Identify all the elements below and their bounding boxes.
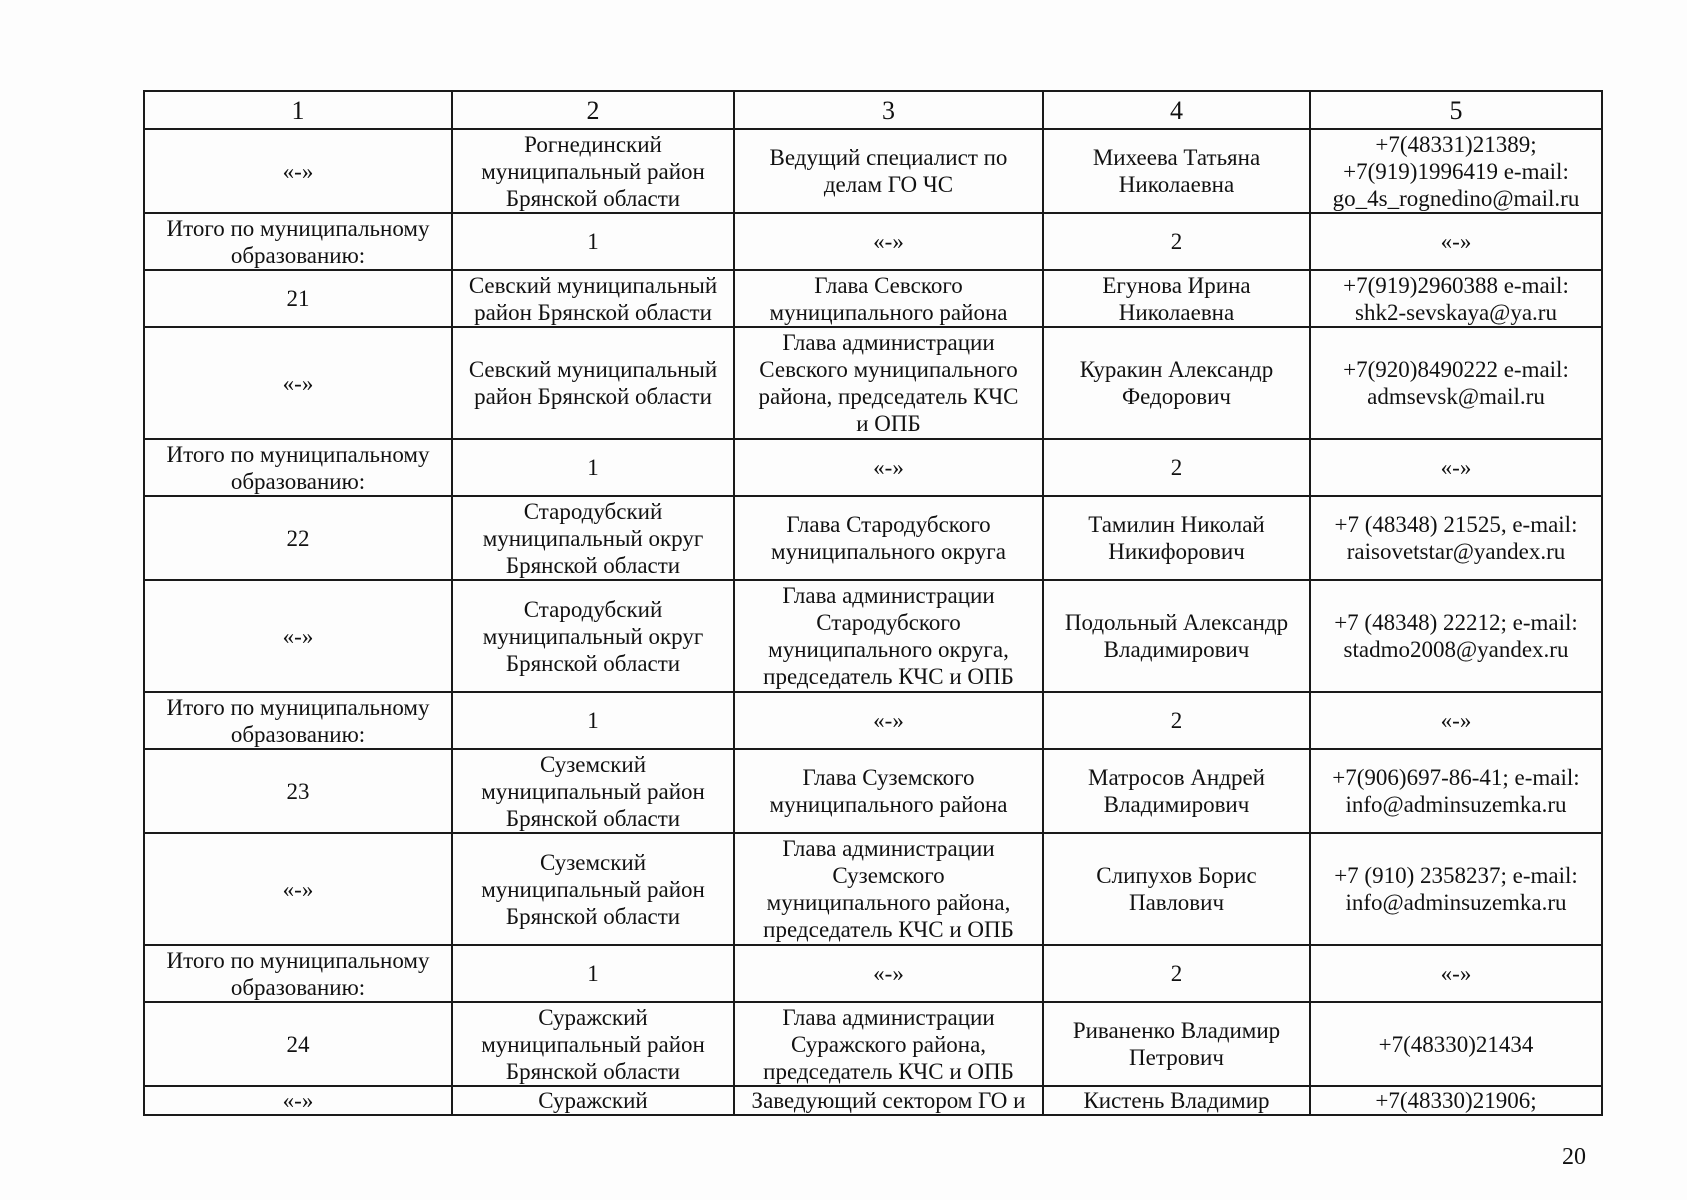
table-cell: «-» <box>144 580 452 692</box>
table-cell: Глава администрации Суражского района, председатель КЧС и ОПБ <box>734 1002 1043 1086</box>
table-cell: 2 <box>1043 945 1310 1002</box>
header-cell: 4 <box>1043 91 1310 129</box>
table-cell: Итого по муниципальному образованию: <box>144 692 452 749</box>
table-cell: Ведущий специалист по делам ГО ЧС <box>734 129 1043 213</box>
table-cell: Тамилин Николай Никифорович <box>1043 496 1310 580</box>
table-cell: «-» <box>734 945 1043 1002</box>
table-row <box>144 1002 1602 1086</box>
header-cell: 1 <box>144 91 452 129</box>
table-row <box>144 496 1602 580</box>
contacts-table <box>143 90 1603 1116</box>
table-cell: 2 <box>1043 692 1310 749</box>
table-cell: Глава администрации Суземского муниципального района, председатель КЧС и ОПБ <box>734 833 1043 945</box>
table-row <box>144 749 1602 833</box>
table-cell: Матросов Андрей Владимирович <box>1043 749 1310 833</box>
table-cell: Суземский муниципальный район Брянской области <box>452 749 734 833</box>
table-cell: 24 <box>144 1002 452 1086</box>
table-cell: Слипухов Борис Павлович <box>1043 833 1310 945</box>
table-row <box>144 1086 1602 1115</box>
page-number: 20 <box>1562 1144 1586 1170</box>
table-cell: «-» <box>144 129 452 213</box>
table-cell: +7(906)697-86-41; e-mail: info@adminsuzemka.ru <box>1310 749 1602 833</box>
table-cell: Глава Севского муниципального района <box>734 270 1043 327</box>
table-cell: +7 (48348) 21525, e-mail: raisovetstar@yandex.ru <box>1310 496 1602 580</box>
table-cell: 2 <box>1043 213 1310 270</box>
table-cell: Суземский муниципальный район Брянской области <box>452 833 734 945</box>
table-row <box>144 580 1602 692</box>
table-cell: 1 <box>452 439 734 496</box>
table-cell: Севский муниципальный район Брянской области <box>452 270 734 327</box>
table-row-subtotal <box>144 439 1602 496</box>
table-cell: Кистень Владимир <box>1043 1086 1310 1115</box>
table-cell: 21 <box>144 270 452 327</box>
table-cell: Стародубский муниципальный округ Брянской области <box>452 580 734 692</box>
table-header-row <box>144 91 1602 129</box>
table-cell: +7(919)2960388 e-mail: shk2-sevskaya@ya.ru <box>1310 270 1602 327</box>
header-cell: 2 <box>452 91 734 129</box>
table-cell: «-» <box>1310 213 1602 270</box>
table-cell: +7 (910) 2358237; e-mail: info@adminsuzemka.ru <box>1310 833 1602 945</box>
table-cell: Итого по муниципальному образованию: <box>144 439 452 496</box>
table-cell: Егунова Ирина Николаевна <box>1043 270 1310 327</box>
table-cell: «-» <box>734 213 1043 270</box>
table-cell: 2 <box>1043 439 1310 496</box>
table-cell: Рогнединский муниципальный район Брянской области <box>452 129 734 213</box>
table-cell: Глава Стародубского муниципального округа <box>734 496 1043 580</box>
table-cell: Заведующий сектором ГО и <box>734 1086 1043 1115</box>
table-row <box>144 270 1602 327</box>
table-cell: «-» <box>144 327 452 439</box>
table-cell: +7(48331)21389; +7(919)1996419 e-mail: go_4s_rognedino@mail.ru <box>1310 129 1602 213</box>
table-cell: Суражский муниципальный район Брянской области <box>452 1002 734 1086</box>
table-row-subtotal <box>144 692 1602 749</box>
table-cell: +7(48330)21906; <box>1310 1086 1602 1115</box>
table-cell: +7(920)8490222 e-mail: admsevsk@mail.ru <box>1310 327 1602 439</box>
table-cell: Итого по муниципальному образованию: <box>144 945 452 1002</box>
table-cell: Стародубский муниципальный округ Брянской области <box>452 496 734 580</box>
table-row <box>144 327 1602 439</box>
table-row <box>144 833 1602 945</box>
table-cell: Глава Суземского муниципального района <box>734 749 1043 833</box>
table-cell: «-» <box>144 1086 452 1115</box>
table-cell: Михеева Татьяна Николаевна <box>1043 129 1310 213</box>
table-cell: 1 <box>452 945 734 1002</box>
table-cell: 1 <box>452 213 734 270</box>
table-cell: «-» <box>1310 945 1602 1002</box>
table-cell: «-» <box>1310 692 1602 749</box>
table-cell: Глава администрации Севского муниципального района, председатель КЧС и ОПБ <box>734 327 1043 439</box>
table-cell: +7 (48348) 22212; e-mail: stadmo2008@yandex.ru <box>1310 580 1602 692</box>
table-cell: Риваненко Владимир Петрович <box>1043 1002 1310 1086</box>
table-row <box>144 129 1602 213</box>
table-cell: Глава администрации Стародубского муниципального округа, председатель КЧС и ОПБ <box>734 580 1043 692</box>
table-cell: 22 <box>144 496 452 580</box>
table-row-subtotal <box>144 213 1602 270</box>
table-row-subtotal <box>144 945 1602 1002</box>
table-cell: Итого по муниципальному образованию: <box>144 213 452 270</box>
table-cell: «-» <box>1310 439 1602 496</box>
table-cell: «-» <box>734 439 1043 496</box>
table-cell: Подольный Александр Владимирович <box>1043 580 1310 692</box>
header-cell: 5 <box>1310 91 1602 129</box>
table-cell: Куракин Александр Федорович <box>1043 327 1310 439</box>
table-cell: 23 <box>144 749 452 833</box>
header-cell: 3 <box>734 91 1043 129</box>
table-cell: Суражский <box>452 1086 734 1115</box>
table-cell: 1 <box>452 692 734 749</box>
table-cell: Севский муниципальный район Брянской области <box>452 327 734 439</box>
table-cell: «-» <box>734 692 1043 749</box>
table-cell: +7(48330)21434 <box>1310 1002 1602 1086</box>
table-cell: «-» <box>144 833 452 945</box>
